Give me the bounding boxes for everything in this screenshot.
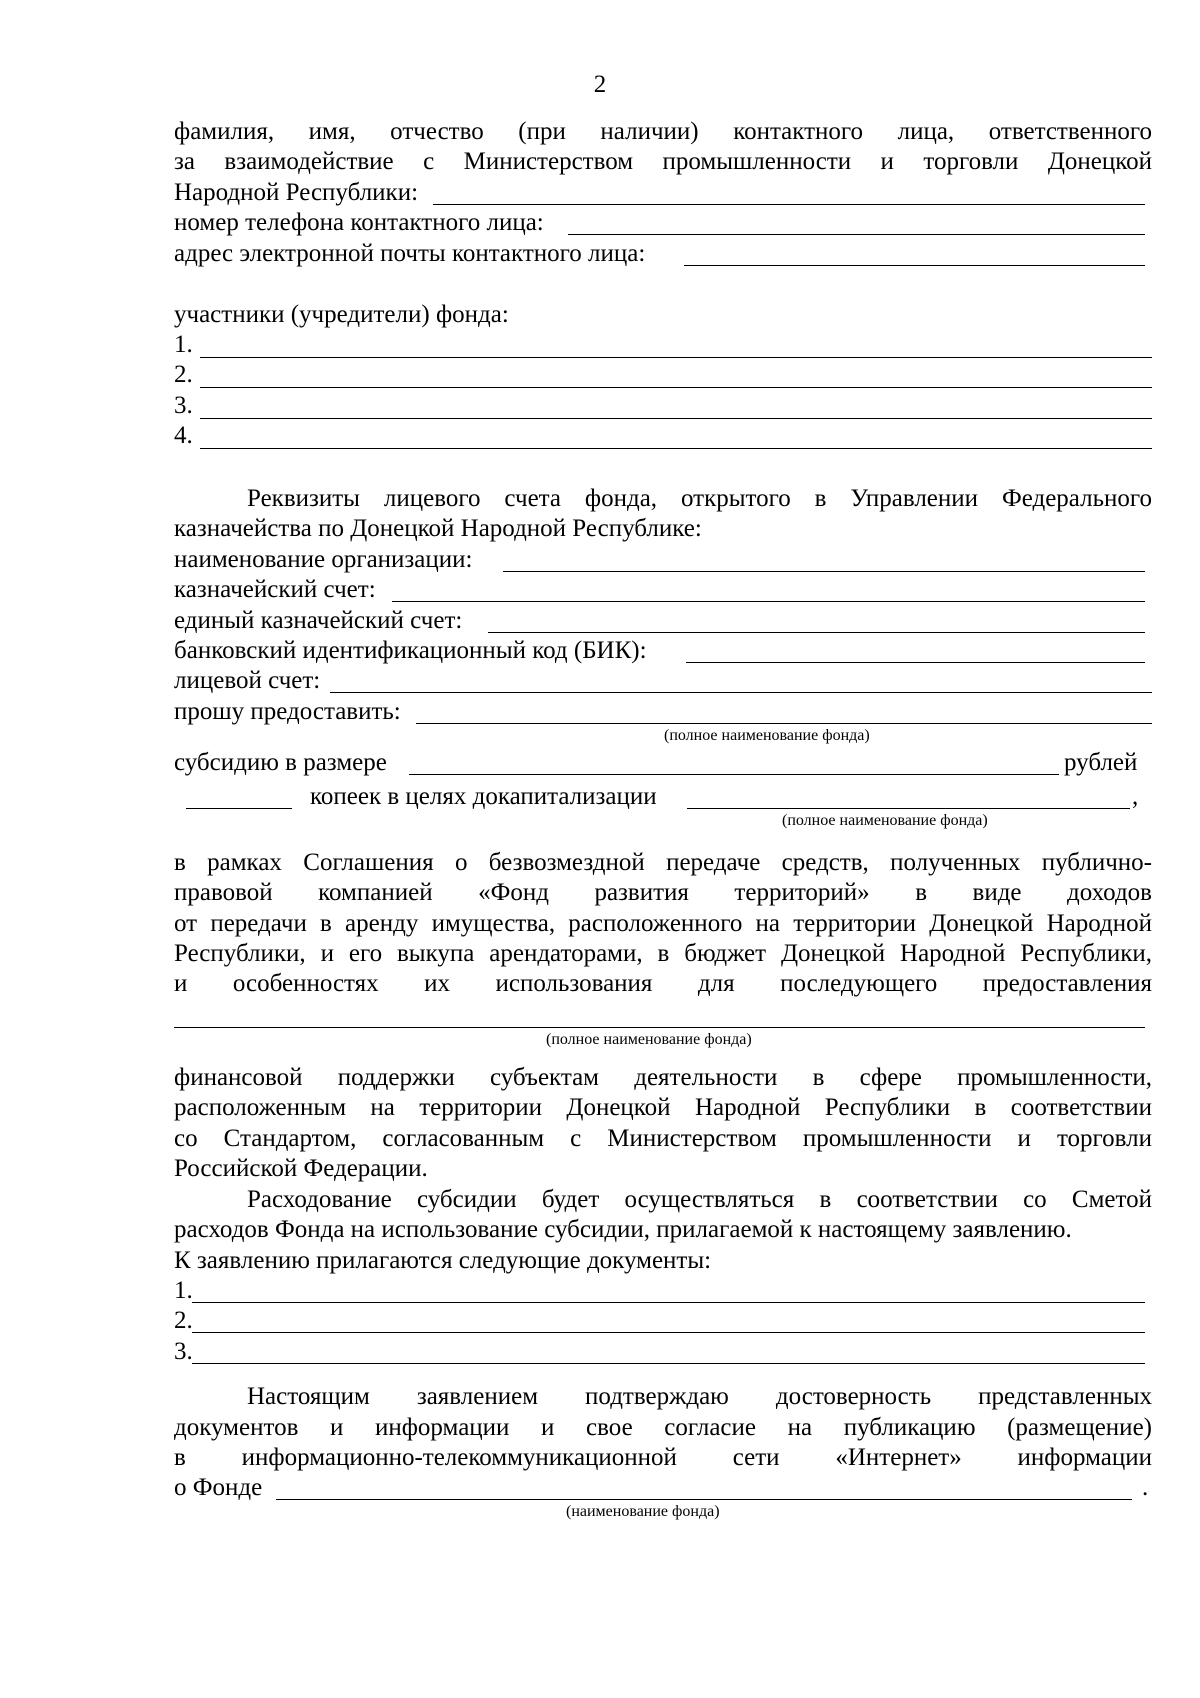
kopecks-field-line[interactable] (186, 808, 292, 809)
spending-line-1: Расходование субсидии будет осуществляться в соответствии со Сметой (247, 1186, 1152, 1213)
capitalization-fund-field-line[interactable] (687, 808, 1130, 809)
founder-field-line[interactable] (200, 357, 1152, 358)
founder-field-line[interactable] (200, 448, 1152, 449)
rubles-label: рублей (1064, 749, 1138, 776)
confirmation-line-2: документов и информации и свое согласие на публикацию (размещение) (174, 1414, 1152, 1441)
requisites-line-2: казначейства по Донецкой Народной Республике: (174, 515, 702, 542)
personal-account-label: лицевой счет: (174, 667, 321, 694)
bik-label: банковский идентификационный код (БИК): (174, 637, 647, 664)
agreement-line-2: правовой компанией «Фонд развития территорий» в виде доходов (174, 879, 1152, 906)
treasury-account-field-line[interactable] (392, 601, 1145, 602)
founder-field-line[interactable] (200, 418, 1152, 419)
attachment-field-line[interactable] (192, 1363, 1145, 1364)
agreement-line-5: и особенностях их использования для последующего предоставления (174, 970, 1152, 997)
support-line-1: финансовой поддержки субъектам деятельности в сфере промышленности, (174, 1064, 1152, 1091)
contact-line-1: фамилия, имя, отчество (при наличии) контактного лица, ответственного (174, 118, 1152, 145)
requisites-line-1: Реквизиты лицевого счета фонда, открытого в Управлении Федерального (247, 485, 1152, 512)
agreement-line-4: Республики, и его выкупа арендаторами, в бюджет Донецкой Народной Республики, (174, 940, 1152, 967)
agreement-fund-field-line[interactable] (174, 1027, 1145, 1028)
confirmation-fund-field-line[interactable] (276, 1499, 1132, 1500)
single-treasury-account-label: единый казначейский счет: (174, 607, 463, 634)
contact-line-3: Народной Республики: (174, 179, 419, 206)
attachment-item-number: 1. (174, 1277, 193, 1304)
contact-email-label: адрес электронной почты контактного лица: (174, 240, 646, 267)
personal-account-field-line[interactable] (330, 692, 1152, 693)
bik-field-line[interactable] (686, 662, 1145, 663)
subsidy-amount-field-line[interactable] (409, 774, 1059, 775)
request-label: прошу предоставить: (174, 698, 401, 725)
kopecks-label: копеек в целях докапитализации (310, 783, 657, 810)
confirmation-line-1: Настоящим заявлением подтверждаю достоверность представленных (247, 1383, 1152, 1410)
founders-heading: участники (учредители) фонда: (174, 301, 509, 328)
agreement-line-3: от передачи в аренду имущества, расположенного на территории Донецкой Народной (174, 910, 1152, 937)
contact-name-field-line[interactable] (433, 204, 1145, 205)
confirmation-line-3: в информационно-телекоммуникационной сети «Интернет» информации (174, 1444, 1152, 1471)
capitalization-fund-hint: (полное наименование фонда) (782, 812, 988, 829)
support-line-4: Российской Федерации. (174, 1155, 428, 1182)
spending-line-2: расходов Фонда на использование субсидии, прилагаемой к настоящему заявлению. (174, 1216, 1072, 1243)
request-fund-field-line[interactable] (416, 723, 1152, 724)
support-line-2: расположенным на территории Донецкой Народной Республики в соответствии (174, 1094, 1152, 1121)
confirmation-last-prefix: о Фонде (174, 1474, 263, 1501)
founder-item-number: 3. (174, 392, 193, 419)
confirmation-last-suffix: . (1142, 1474, 1149, 1501)
support-line-3: со Стандартом, согласованным с Министерством промышленности и торговли (174, 1125, 1152, 1152)
attachment-field-line[interactable] (192, 1302, 1145, 1303)
contact-line-2: за взаимодействие с Министерством промышленности и торговли Донецкой (174, 148, 1152, 175)
subsidy-amount-label: субсидию в размере (174, 749, 387, 776)
capitalization-comma: , (1132, 783, 1139, 810)
founder-item-number: 2. (174, 361, 193, 388)
contact-email-field-line[interactable] (684, 265, 1145, 266)
attachment-field-line[interactable] (192, 1332, 1145, 1333)
org-name-field-line[interactable] (503, 571, 1145, 572)
contact-phone-field-line[interactable] (568, 234, 1145, 235)
agreement-fund-hint: (полное наименование фонда) (546, 1031, 752, 1048)
request-fund-hint: (полное наименование фонда) (664, 727, 870, 744)
org-name-label: наименование организации: (174, 546, 473, 573)
treasury-account-label: казначейский счет: (174, 576, 376, 603)
confirmation-fund-hint: (наименование фонда) (566, 1503, 720, 1520)
attachment-item-number: 3. (174, 1338, 193, 1365)
agreement-line-1: в рамках Соглашения о безвозмездной передаче средств, полученных публично- (174, 849, 1152, 876)
single-treasury-account-field-line[interactable] (488, 632, 1145, 633)
founder-item-number: 1. (174, 331, 193, 358)
founder-item-number: 4. (174, 422, 193, 449)
attachments-heading: К заявлению прилагаются следующие документы: (174, 1247, 712, 1274)
attachment-item-number: 2. (174, 1307, 193, 1334)
founder-field-line[interactable] (200, 387, 1152, 388)
page-number: 2 (593, 71, 607, 98)
contact-phone-label: номер телефона контактного лица: (174, 209, 544, 236)
